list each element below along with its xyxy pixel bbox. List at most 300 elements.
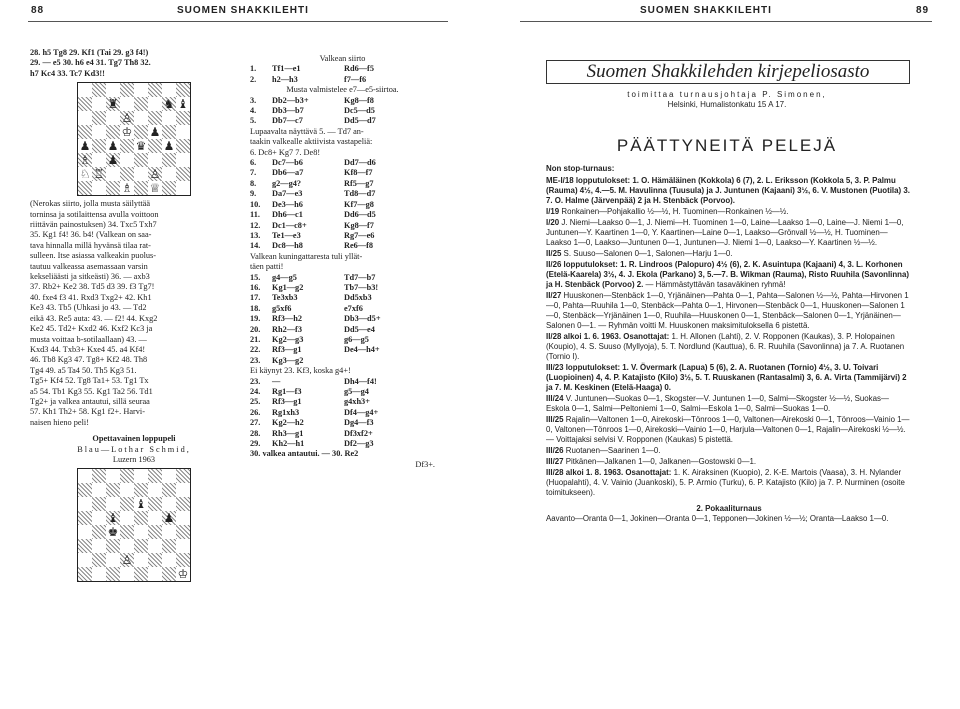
- board-square: [176, 567, 190, 581]
- chess-piece-icon: ♜: [107, 97, 119, 112]
- place-line: Luzern 1963: [112, 454, 156, 464]
- black-move: Rg7—e6: [344, 230, 375, 240]
- chess-piece-icon: ♙: [149, 167, 161, 182]
- move-row: [250, 314, 435, 324]
- board-square: [92, 83, 106, 97]
- moves-table-3: [250, 158, 435, 252]
- final-move: 30. valkea antautui. — 30. Re2: [250, 449, 359, 459]
- board-square: [176, 139, 190, 153]
- result-text: V. Juntunen—Suokas 0—1, Skogster—V. Juntunen 1—0, Salmi—Skogster ½—½, Suokas—Eskola 0—1, Salmi—Peltoniemi 1—0, Salmi—Eskola 1—0, Salmi—Suokas 1—0.: [546, 394, 889, 413]
- board-square: [134, 483, 148, 497]
- black-move: Dd5—e4: [344, 324, 375, 334]
- moves-table-4: [250, 273, 435, 367]
- white-move: Kg1—g2: [272, 282, 304, 292]
- chess-piece-icon: ♟: [79, 139, 91, 154]
- white-move: Rf3—g1: [272, 345, 302, 355]
- left-column-2: [250, 54, 435, 470]
- move-number: 20.: [250, 324, 261, 334]
- board-square: [120, 469, 134, 483]
- board-square: [120, 497, 134, 511]
- board-square: [120, 83, 134, 97]
- result-heading: III/25: [546, 415, 564, 424]
- board-square: [148, 181, 162, 195]
- move-number: 6.: [250, 158, 257, 168]
- move-number: 4.: [250, 106, 257, 116]
- move-number: 18.: [250, 303, 261, 313]
- board-square: [134, 511, 148, 525]
- header-rule-right: [520, 21, 932, 22]
- board-square: [162, 511, 176, 525]
- note-line: täen patti!: [250, 262, 284, 272]
- white-move: Da7—e3: [272, 189, 303, 199]
- chess-piece-icon: ♘: [79, 167, 91, 182]
- result-text: — Hämmästyttävän tasaväkinen ryhmä!: [643, 280, 786, 289]
- move-number: 8.: [250, 178, 257, 188]
- result-paragraph: [546, 249, 912, 259]
- white-move: Kg2—g3: [272, 334, 304, 344]
- publisher-line-1: toimittaa turnausjohtaja P. Simonen,: [627, 90, 827, 99]
- move-row: [250, 377, 435, 387]
- white-move: g4—g5: [272, 272, 297, 282]
- board-square: [162, 167, 176, 181]
- move-row: [250, 335, 435, 345]
- board-square: [78, 83, 92, 97]
- white-move: Db6—a7: [272, 168, 304, 178]
- game-annotation: [30, 199, 238, 428]
- board-square: [162, 97, 176, 111]
- board-square: [176, 553, 190, 567]
- white-move: Te3xb3: [272, 293, 298, 303]
- white-move: Dc7—b6: [272, 158, 303, 168]
- board-square: [78, 483, 92, 497]
- result-text: Ruotanen—Saarinen 1—0.: [563, 446, 661, 455]
- result-paragraph: [546, 164, 912, 174]
- annotation-line: 37. Rb2+ Ke2 38. Td5 d3 39. f3 Tg7!: [30, 282, 155, 292]
- board-square: [106, 111, 120, 125]
- result-heading: III/26: [546, 446, 564, 455]
- annotation-line: (Nerokas siirto, jolla musta säilyttää: [30, 199, 151, 209]
- cup-title: 2. Pokaaliturnaus: [696, 504, 762, 513]
- board-square: [176, 153, 190, 167]
- board-square: [134, 111, 148, 125]
- chess-piece-icon: ♖: [93, 167, 105, 182]
- board-square: [162, 153, 176, 167]
- result-text: Rajalin—Valtonen 1—0, Airekoski—Tönroos 1—0, Valtonen—Airekoski 0—1, Tönroos—Vainio 1—0, Valtonen—Tönroos 1—0, Airekoski—Vainio 1—0, Harjula—Valtonen 0—1, Rajalin—Airekoski ½—½. — Voittajaksi selvisi V. Ropponen (Kaukas) 5 pistettä.: [546, 415, 910, 444]
- black-move: Dd7—d6: [344, 158, 376, 168]
- annotation-line: 57. Kh1 Th2+ 58. Kg1 f2+. Harvi-: [30, 407, 145, 417]
- move-row: [250, 96, 435, 106]
- board-square: [176, 539, 190, 553]
- board-square: [134, 125, 148, 139]
- move-number: 25.: [250, 397, 261, 407]
- black-move: Tb7—b3!: [344, 282, 379, 292]
- board-square: [78, 153, 92, 167]
- white-move: Rf3—h2: [272, 314, 302, 324]
- black-move: Df4—g4+: [344, 407, 379, 417]
- result-heading: III/28 alkoi 1. 8. 1963. Osanottajat:: [546, 468, 672, 477]
- chess-piece-icon: ♙: [121, 111, 133, 126]
- move-row: [250, 418, 435, 428]
- black-move: Kg8—f7: [344, 220, 374, 230]
- white-move: Kg2—h2: [272, 418, 304, 428]
- board-square: [120, 125, 134, 139]
- move-number: 17.: [250, 293, 261, 303]
- black-move: Rf5—g7: [344, 178, 374, 188]
- board-square: [162, 553, 176, 567]
- chess-piece-icon: ♔: [177, 567, 189, 582]
- annotation-line: riittävän painostuksen) 34. Txc5 Txh7: [30, 220, 157, 230]
- move-row: [250, 116, 435, 126]
- annotation-line: Tg4 49. a5 Ta4 50. Th5 Kg3 51.: [30, 365, 137, 375]
- annotation-line: Ke3 43. Tb5 (Uhkasi jo 43. — Td2: [30, 303, 147, 313]
- annotation-line: Ke2 45. Td2+ Kxd2 46. Kxf2 Kc3 ja: [30, 324, 153, 334]
- column-heading: Valkean siirto: [319, 54, 366, 63]
- board-square: [134, 167, 148, 181]
- left-column-1: [30, 48, 238, 585]
- board-square: [176, 125, 190, 139]
- move-number: 19.: [250, 314, 261, 324]
- board-square: [176, 483, 190, 497]
- result-text: 1. H. Allonen (Lahti), 2. V. Ropponen (Kaukas), 3. P. Holopainen (Koupio), 4. S. Suuso (Myllyoja), 5. T. Nordlund (Kauttua), 6. R. Ruuhila (Savonlinna) ja 7. A. Ruotanen (Tornio I).: [546, 332, 905, 361]
- board-square: [148, 111, 162, 125]
- result-text: Pitkänen—Jalkanen 1—0, Jalkanen—Gostowski 0—1.: [563, 457, 757, 466]
- move-number: 26.: [250, 407, 261, 417]
- white-move: Rg1xh3: [272, 407, 300, 417]
- board-square: [92, 497, 106, 511]
- black-move: Db3—d5+: [344, 314, 381, 324]
- move-number: 24.: [250, 387, 261, 396]
- board-square: [148, 469, 162, 483]
- white-move: g5xf6: [272, 303, 292, 313]
- move-number: 11.: [250, 210, 260, 220]
- board-square: [134, 83, 148, 97]
- move-number: 21.: [250, 334, 261, 344]
- move-number: 9.: [250, 189, 257, 199]
- board-square: [148, 525, 162, 539]
- cup-results: Aavanto—Oranta 0—1, Jokinen—Oranta 0—1, Tepponen—Jokinen ½—½; Oranta—Laakso 1—0.: [546, 514, 889, 523]
- board-square: [106, 153, 120, 167]
- move-row: [250, 439, 435, 449]
- black-move: Td7—b7: [344, 272, 376, 282]
- board-square: [120, 153, 134, 167]
- move-number: 2.: [250, 74, 257, 84]
- board-square: [176, 97, 190, 111]
- chess-piece-icon: ♝: [107, 511, 119, 526]
- move-row: [250, 168, 435, 178]
- black-move: [344, 356, 435, 366]
- result-heading: III/23 lopputulokset: 1. V. Övermark (Lapua) 5 (6), 2. A. Ruotanen (Tornio) 4½, 3. U. Toivari (Luopioinen) 4, 4. P. Katajisto (Kilo) 3½, 5. T. Ruuskanen (Rantasalmi) 3, 6. A. Virta (Tammijärvi) 2 ja 7. M. Keskinen (Etelä-Haaga) 0.: [546, 363, 907, 392]
- board-square: [92, 539, 106, 553]
- move-row: [250, 325, 435, 335]
- move-row: [250, 387, 435, 397]
- black-move: De4—h4+: [344, 345, 380, 355]
- chess-piece-icon: ♙: [121, 553, 133, 568]
- board-square: [176, 525, 190, 539]
- board-square: [148, 167, 162, 181]
- board-square: [134, 181, 148, 195]
- annotation-line: torninsa ja sotilaittensa avulla voittoon: [30, 209, 159, 219]
- black-move: Kf7—g8: [344, 199, 374, 209]
- white-move: Rg1—f3: [272, 387, 302, 396]
- board-square: [148, 153, 162, 167]
- black-move: g5—g4: [344, 387, 369, 396]
- publisher-info: [546, 90, 908, 110]
- result-heading: ME-I/18 lopputulokset: 1. O. Hämäläinen (Kokkola) 6 (7), 2. L. Eriksson (Kokkola 5, 3. P. Palmu (Rauma) 4½, 4.—5. M. Havulinna (Tuusula) ja J. Juntunen (Kajaani) 3½, 6. V. Mustonen (Puotila) 3. 7. O. Halme (Järvenpää) 2 ja H. Stenbäck (Porvoo).: [546, 176, 910, 205]
- annotation-line: naisen hieno peli!: [30, 417, 89, 427]
- white-move: Rh3—g1: [272, 428, 304, 438]
- result-heading: III/24: [546, 394, 564, 403]
- result-text: Huuskonen—Stenbäck 1—0, Yrjänäinen—Pahta 0—1, Pahta—Salonen ½—½, Pahta—Hirvonen 1—0, Pahta—Ruuhila 1—0, Stenbäck—Pahta 0—1, Hirvonen—Stenbäck 0—1, Huuskonen—Salonen 1—0, Stenbäck—Yrjänäinen 1—0, Ruuhila—Huuskonen 0—1, Stenbäck—Salonen 0—1, Yrjänäinen—Salonen 0—1. — Ryhmän voitti M. Huuskonen maksimituloksella 6 pistettä.: [546, 291, 909, 330]
- chess-piece-icon: ♞: [163, 97, 175, 112]
- board-square: [78, 539, 92, 553]
- annotation-line: 35. Kg1 f4! 36. b4! (Valkean on saa-: [30, 230, 152, 240]
- board-square: [92, 125, 106, 139]
- board-square: [162, 139, 176, 153]
- board-square: [134, 139, 148, 153]
- board-square: [120, 111, 134, 125]
- move-number: 12.: [250, 220, 261, 230]
- board-square: [78, 167, 92, 181]
- move-row: [250, 210, 435, 220]
- chess-piece-icon: ♚: [107, 525, 119, 540]
- board-square: [162, 83, 176, 97]
- board-square: [106, 125, 120, 139]
- move-number: 23.: [250, 376, 261, 386]
- move-number: 27.: [250, 418, 261, 428]
- board-square: [120, 181, 134, 195]
- note-line: taakin valkealle aktiivista vastapeliä:: [250, 137, 373, 147]
- board-square: [92, 153, 106, 167]
- board-square: [134, 153, 148, 167]
- move-row: [250, 200, 435, 210]
- board-square: [106, 511, 120, 525]
- result-text: S. Suuso—Salonen 0—1, Salonen—Harju 1—0.: [561, 249, 733, 258]
- note-3: [250, 252, 435, 273]
- move-row: [250, 283, 435, 293]
- chess-diagram-1: [77, 82, 191, 196]
- result-paragraph: [546, 457, 912, 467]
- white-move: Rh2—f3: [272, 324, 302, 334]
- intro-line: 29. — e5 30. h6 e4 31. Tg7 Th8 32.: [30, 58, 151, 68]
- board-square: [148, 567, 162, 581]
- chess-piece-icon: ♕: [149, 181, 161, 196]
- white-move: Kg3—g2: [272, 355, 304, 365]
- move-row: [250, 106, 435, 116]
- result-paragraph: [546, 394, 912, 414]
- move-row: [250, 429, 435, 439]
- board-square: [148, 497, 162, 511]
- board-square: [106, 483, 120, 497]
- move-row: [250, 273, 435, 283]
- board-square: [176, 83, 190, 97]
- section-title-box: Suomen Shakkilehden kirjepeliosasto: [546, 60, 910, 84]
- players-line: Blau—Lothar Schmid,: [77, 444, 191, 454]
- black-move: Dd6—d5: [344, 210, 376, 220]
- move-number: 14.: [250, 241, 261, 251]
- white-move: —: [272, 376, 281, 386]
- annotation-line: musta voittaa b-sotilaallaan) 43. —: [30, 334, 147, 344]
- black-move: Rd6—f5: [344, 64, 374, 74]
- board-square: [92, 469, 106, 483]
- white-move: Tf1—e1: [272, 64, 301, 74]
- board-square: [106, 553, 120, 567]
- move-row: [250, 241, 435, 251]
- move-row: [250, 345, 435, 355]
- board-square: [134, 469, 148, 483]
- move-row: [250, 179, 435, 189]
- board-square: [92, 525, 106, 539]
- chess-diagram-2: [77, 468, 191, 582]
- results-column: [546, 164, 912, 524]
- running-header-left: SUOMEN SHAKKILEHTI: [177, 5, 309, 16]
- board-square: [92, 553, 106, 567]
- result-heading: I/19: [546, 207, 560, 216]
- move-number: 10.: [250, 199, 261, 209]
- board-square: [92, 181, 106, 195]
- page-number-left: 88: [31, 5, 45, 16]
- result-paragraph: [546, 363, 912, 393]
- note-2: [250, 127, 435, 158]
- note-line: 6. Dc8+ Kg7 7. De8!: [250, 147, 321, 157]
- board-square: [162, 497, 176, 511]
- move-number: 28.: [250, 428, 261, 438]
- result-heading: I/20: [546, 218, 560, 227]
- board-square: [176, 469, 190, 483]
- board-square: [120, 525, 134, 539]
- board-square: [78, 469, 92, 483]
- game-continuation: [30, 48, 238, 79]
- move-number: 15.: [250, 272, 261, 282]
- board-square: [134, 539, 148, 553]
- move-number: 3.: [250, 95, 257, 105]
- board-square: [92, 167, 106, 181]
- board-square: [92, 567, 106, 581]
- note-4: Ei käynyt 23. Kf3, koska g4+!: [250, 366, 351, 376]
- annotation-line: eikä 43. Re5 auta: 43. — f2! 44. Kxg2: [30, 313, 158, 323]
- black-move: Dd5—d7: [344, 116, 376, 126]
- move-row: [250, 304, 435, 314]
- result-paragraph: [546, 291, 912, 331]
- black-move: Kg8—f8: [344, 95, 374, 105]
- board-square: [78, 125, 92, 139]
- result-paragraph: [546, 176, 912, 206]
- move-number: 29.: [250, 439, 261, 449]
- black-move: e7xf6: [344, 303, 363, 313]
- annotation-line: a5 54. Tb1 Kg3 55. Kg1 Ta2 56. Td1: [30, 386, 153, 396]
- board-square: [120, 553, 134, 567]
- board-square: [134, 567, 148, 581]
- board-square: [162, 125, 176, 139]
- move-row: [250, 293, 435, 303]
- annotation-line: sulleen. Itse asiassa valkeakin puolus-: [30, 251, 157, 261]
- annotation-line: Tg2+ ja valkea antautui, sillä seuraa: [30, 396, 150, 406]
- move-row: [250, 75, 435, 85]
- board-square: [162, 539, 176, 553]
- board-square: [78, 553, 92, 567]
- black-move: g4xh3+: [344, 397, 370, 407]
- move-number: 1.: [250, 64, 257, 74]
- board-square: [176, 181, 190, 195]
- board-square: [120, 483, 134, 497]
- board-square: [106, 497, 120, 511]
- chess-piece-icon: ♛: [135, 139, 147, 154]
- board-square: [106, 139, 120, 153]
- board-square: [78, 181, 92, 195]
- white-move: Rf3—g1: [272, 397, 302, 407]
- move-number: 13.: [250, 230, 261, 240]
- board-square: [134, 525, 148, 539]
- board-square: [148, 97, 162, 111]
- board-square: [78, 97, 92, 111]
- black-move: Td8—d7: [344, 189, 376, 199]
- result-heading: II/25: [546, 249, 562, 258]
- publisher-line-2: Helsinki, Humalistonkatu 15 A 17.: [667, 100, 787, 109]
- board-square: [120, 139, 134, 153]
- header-rule-left: [28, 21, 448, 22]
- page-number-right: 89: [916, 5, 930, 16]
- board-square: [148, 511, 162, 525]
- board-square: [148, 539, 162, 553]
- chess-piece-icon: ♔: [121, 125, 133, 140]
- result-text: 1. K. Airaksinen (Kuopio), 2. K-E. Martois (Vaasa), 3. H. Nylander (Huopalahti), 4. V. Vainio (Juankoski), 5. P. Armio (Turku), 6. P. Katajisto (Kilo) ja 7. P. Nurminen (osoite toimitukseen).: [546, 468, 905, 497]
- moves-table-5: [250, 377, 435, 450]
- move-number: 16.: [250, 282, 261, 292]
- result-paragraph: [546, 207, 912, 217]
- note-line: Lupaavalta näyttävä 5. — Td7 an-: [250, 126, 364, 136]
- board-square: [148, 83, 162, 97]
- white-move: Db7—c7: [272, 116, 303, 126]
- result-heading: II/26 lopputulokset: 1. R. Lindroos (Palopuro) 4½ (6), 2. K. Asuintupa (Kajaani) 4, 3. L. Korhonen (Etelä-Kaarela) 3½, 4. J. Ekola (Parkano) 3, 5.—7. B. Wikman (Rauma), Risto Ruuhila (Savonlinna) ja H. Stenbäck (Porvoo) 2.: [546, 260, 909, 289]
- move-row: [250, 221, 435, 231]
- board-square: [106, 539, 120, 553]
- board-square: [120, 539, 134, 553]
- results-title: PÄÄTTYNEITÄ PELEJÄ: [616, 136, 838, 155]
- move-number: 5.: [250, 116, 257, 126]
- move-row: [250, 231, 435, 241]
- board-square: [106, 83, 120, 97]
- chess-piece-icon: ♟: [163, 511, 175, 526]
- board-square: [106, 97, 120, 111]
- board-square: [176, 497, 190, 511]
- board-square: [148, 139, 162, 153]
- board-square: [106, 181, 120, 195]
- board-square: [120, 167, 134, 181]
- black-move: g6—g5: [344, 334, 369, 344]
- white-move: g2—g4?: [272, 178, 302, 188]
- black-move: Df2—g3: [344, 439, 374, 449]
- white-move: Kh2—h1: [272, 439, 305, 449]
- black-move: Dc5—d5: [344, 106, 375, 116]
- final-move-2: Df3+.: [415, 459, 435, 469]
- black-move: Dh4—f4!: [344, 376, 377, 386]
- move-row: [250, 64, 435, 74]
- chess-piece-icon: ♝: [177, 97, 189, 112]
- result-text: J. Niemi—Laakso 0—1, J. Niemi—H. Tuominen 1—0, Laine—Laakso 1—0, Laine—J. Niemi 1—0, Juntunen—Y. Kaartinen 1—0, Y. Kaartinen—Laine 0—1, Laakso—Grönvall ½—½, H. Tuominen—Laakso 1—0, Laakso—Juntunen 0—1, Juntunen—J. Niemi 1—0, Laakso—Y. Kaartinen ½—½.: [546, 218, 904, 247]
- black-move: f7—f6: [344, 74, 367, 84]
- chess-piece-icon: ♗: [121, 181, 133, 196]
- note-line: Valkean kuningattaresta tuli yllät-: [250, 251, 363, 261]
- white-move: Te1—e3: [272, 230, 301, 240]
- board-square: [92, 511, 106, 525]
- board-square: [78, 497, 92, 511]
- intro-line: 28. h5 Tg8 29. Kf1 (Tai 29. g3 f4!): [30, 48, 149, 57]
- result-heading: II/28 alkoi 1. 6. 1963. Osanottajat:: [546, 332, 670, 341]
- chess-piece-icon: ♝: [135, 497, 147, 512]
- white-move: Dh6—c1: [272, 210, 303, 220]
- annotation-line: 46. Tb8 Kg3 47. Tg8+ Kf2 48. Th8: [30, 355, 148, 365]
- chess-piece-icon: ♟: [107, 153, 119, 168]
- board-square: [176, 167, 190, 181]
